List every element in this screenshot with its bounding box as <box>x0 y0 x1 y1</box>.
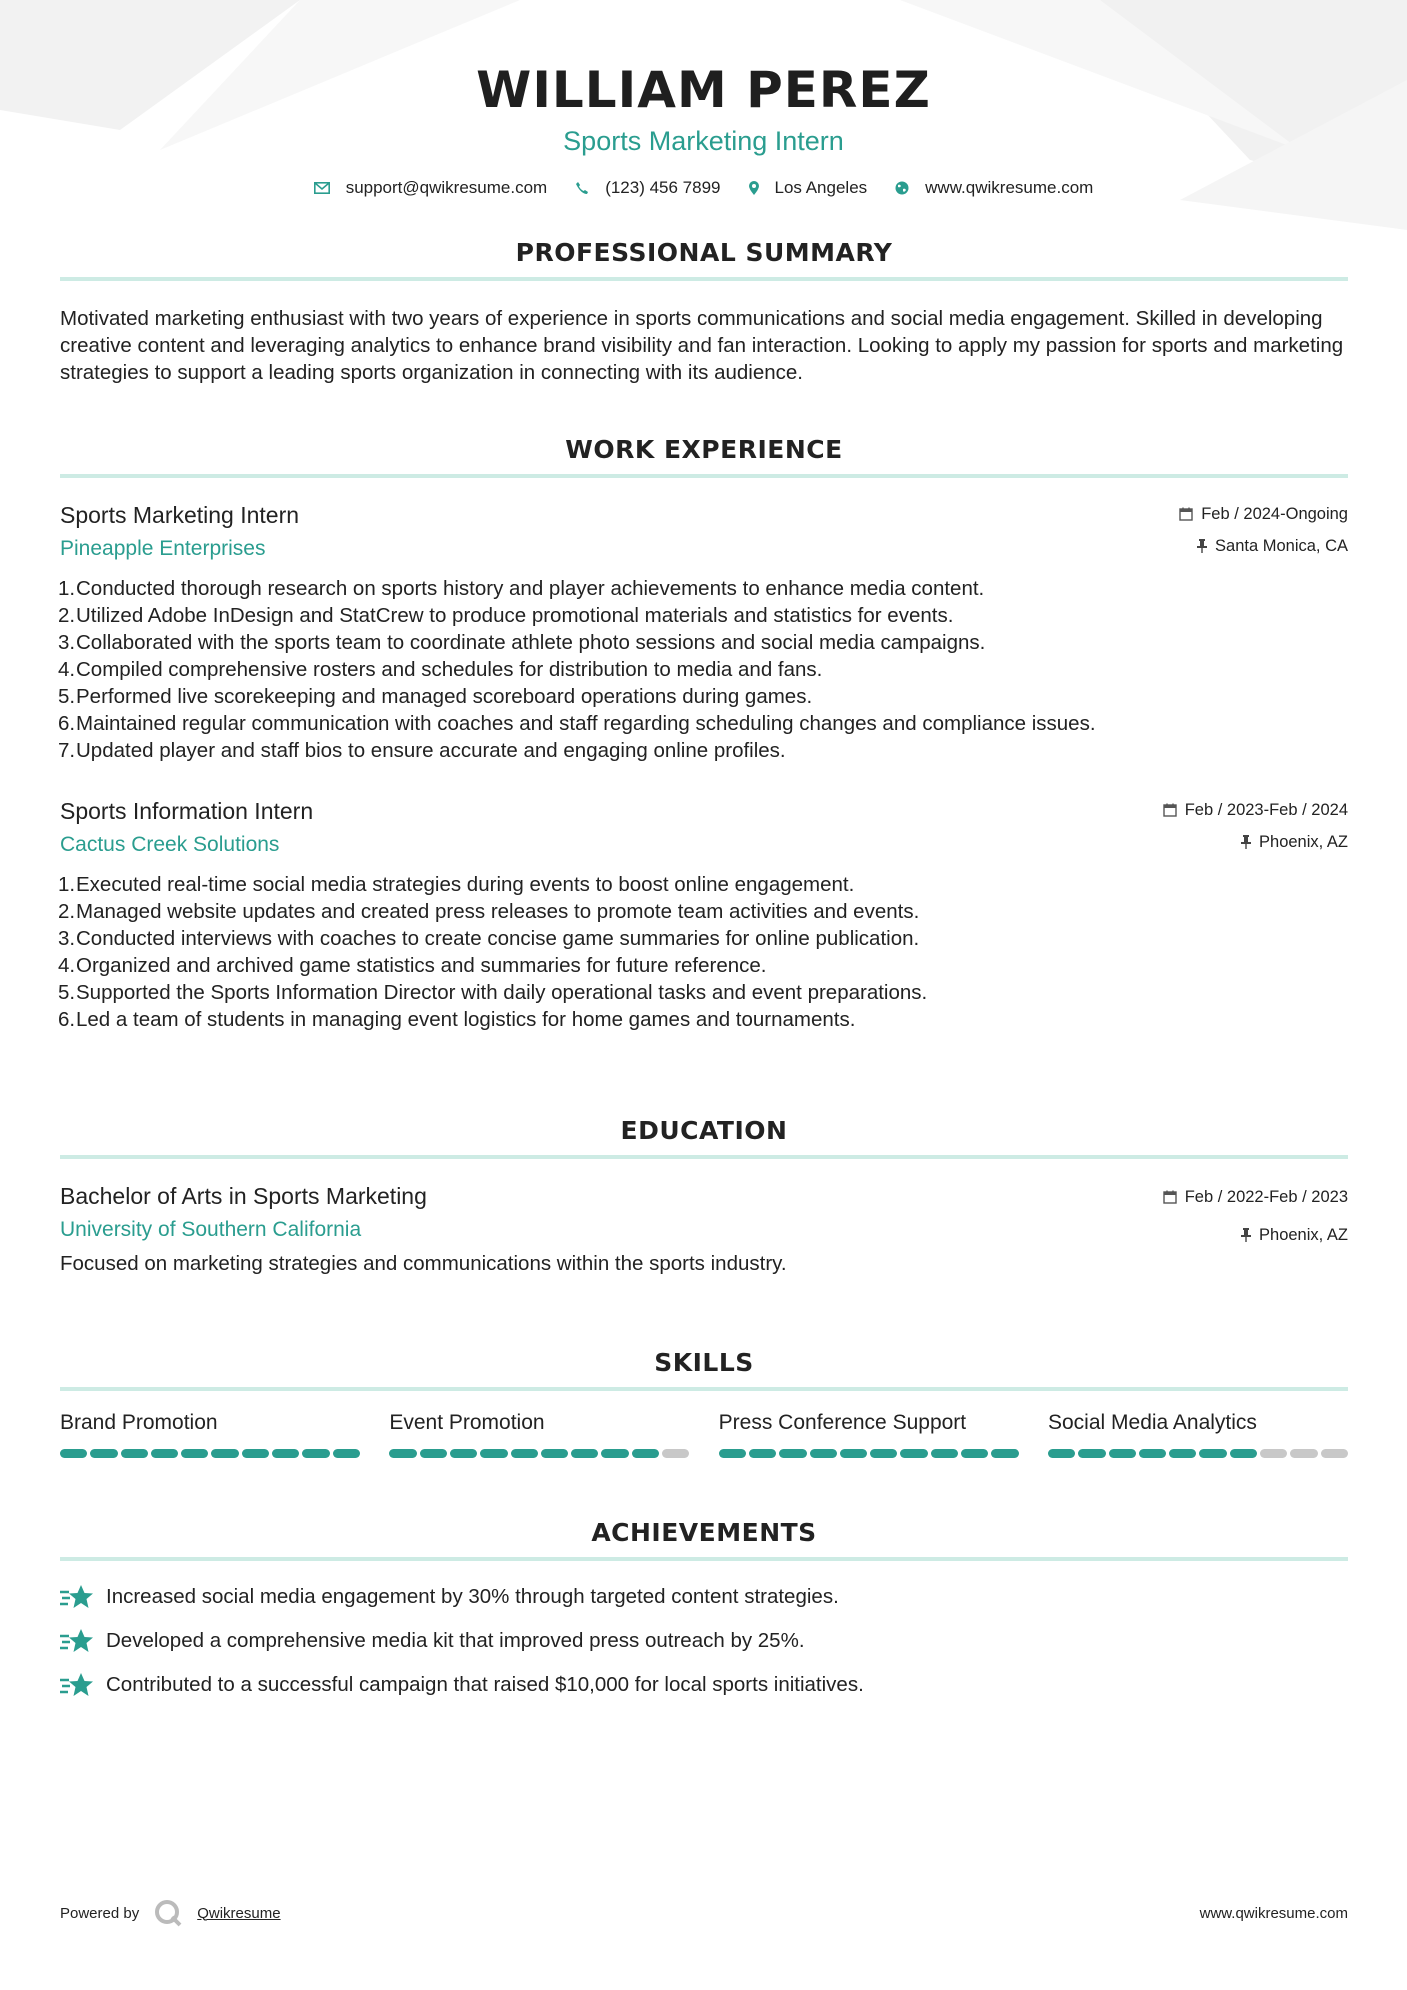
skill-level-segment <box>870 1449 897 1458</box>
skill-level-segment <box>450 1449 477 1458</box>
skill-level-segment <box>1139 1449 1166 1458</box>
skill-level-segment <box>1078 1449 1105 1458</box>
job-title: Sports Marketing Intern <box>60 502 300 528</box>
list-item: 1. Conducted thorough research on sports history and player achievements to enhance media content. <box>58 577 985 600</box>
skill-level-segment <box>931 1449 958 1458</box>
achievement-item <box>60 1583 1348 1611</box>
skill-level-segment <box>480 1449 507 1458</box>
contact-location-text: Los Angeles <box>774 178 868 197</box>
skill-level-segment <box>1321 1449 1348 1458</box>
skill-level-bar <box>719 1449 1019 1458</box>
job-company: Cactus Creek Solutions <box>60 833 280 856</box>
phone-icon <box>575 181 589 195</box>
pushpin-icon <box>1241 1228 1251 1242</box>
calendar-icon <box>1179 507 1193 521</box>
contact-location <box>749 178 868 198</box>
skill-level-segment <box>272 1449 299 1458</box>
pushpin-icon <box>1241 835 1251 849</box>
job-location: Phoenix, AZ <box>1259 832 1348 851</box>
skill-name: Brand Promotion <box>60 1411 218 1434</box>
experience-heading: WORK EXPERIENCE <box>565 435 843 464</box>
map-pin-icon <box>749 181 759 195</box>
skill-level-segment <box>151 1449 178 1458</box>
job-dates: Feb / 2024-Ongoing <box>1201 504 1348 523</box>
contact-email[interactable] <box>314 178 548 198</box>
list-item: 7. Updated player and staff bios to ensure accurate and engaging online profiles. <box>58 739 786 762</box>
job-company: Pineapple Enterprises <box>60 537 266 560</box>
skill-level-segment <box>1048 1449 1075 1458</box>
list-item: 6. Led a team of students in managing event logistics for home games and tournaments. <box>58 1008 856 1031</box>
contact-bar <box>0 178 1407 198</box>
education-meta <box>1163 1185 1348 1247</box>
summary-text: Motivated marketing enthusiast with two years of experience in sports communications and social media engagement. Skilled in developing creative content and leveraging analytics to enhance brand visibility and fan interaction. Looking to apply my passion for sports and marketing strategies to support a leading sports organization in connecting with its audience. <box>60 307 1344 384</box>
star-icon <box>60 1583 94 1611</box>
star-icon <box>60 1627 94 1655</box>
achievement-text: Contributed to a successful campaign that raised $10,000 for local sports initiatives. <box>106 1673 864 1696</box>
job-title: Sports Information Intern <box>60 798 314 824</box>
skill-level-segment <box>900 1449 927 1458</box>
job-duties <box>60 871 1348 1033</box>
skill-level-segment <box>632 1449 659 1458</box>
achievement-item <box>60 1627 1348 1655</box>
powered-by-label: Powered by <box>60 1904 140 1922</box>
skill-level-segment <box>541 1449 568 1458</box>
skill-level-segment <box>1169 1449 1196 1458</box>
list-item: 3. Collaborated with the sports team to coordinate athlete photo sessions and social media campaigns. <box>58 631 986 654</box>
skill-level-segment <box>601 1449 628 1458</box>
education-dates: Feb / 2022-Feb / 2023 <box>1184 1187 1348 1206</box>
resume-header <box>0 0 1407 198</box>
section-divider <box>60 277 1348 281</box>
skill-level-segment <box>961 1449 988 1458</box>
education-section <box>60 1116 1348 1276</box>
job-location: Santa Monica, CA <box>1215 536 1348 555</box>
achievement-item <box>60 1671 1348 1699</box>
list-item: 6. Maintained regular communication with coaches and staff regarding scheduling changes and compliance issues. <box>58 712 1096 735</box>
globe-icon <box>895 181 909 195</box>
skill-level-segment <box>211 1449 238 1458</box>
pushpin-icon <box>1197 539 1207 553</box>
skill-level-segment <box>60 1449 87 1458</box>
summary-heading: PROFESSIONAL SUMMARY <box>515 238 893 267</box>
achievement-text: Developed a comprehensive media kit that improved press outreach by 25%. <box>106 1629 805 1652</box>
job-entry <box>60 502 1348 764</box>
skill-level-segment <box>242 1449 269 1458</box>
education-description: Focused on marketing strategies and communications within the sports industry. <box>60 1252 787 1275</box>
list-item: 3. Conducted interviews with coaches to create concise game summaries for online publication. <box>58 927 920 950</box>
skill-level-segment <box>1109 1449 1136 1458</box>
skills-section <box>60 1348 1348 1458</box>
qwikresume-logo-icon <box>153 1898 183 1928</box>
job-dates: Feb / 2023-Feb / 2024 <box>1184 800 1348 819</box>
achievements-section <box>60 1518 1348 1715</box>
skill-level-segment <box>719 1449 746 1458</box>
job-entry <box>60 798 1348 1033</box>
education-location: Phoenix, AZ <box>1259 1225 1348 1244</box>
candidate-role: Sports Marketing Intern <box>563 126 844 156</box>
powered-by <box>60 1898 281 1928</box>
achievements-list <box>60 1583 1348 1699</box>
list-item: 2. Managed website updates and created press releases to promote team activities and events. <box>58 900 920 923</box>
degree-title: Bachelor of Arts in Sports Marketing <box>60 1183 427 1209</box>
skill-level-segment <box>121 1449 148 1458</box>
skill-level-segment <box>181 1449 208 1458</box>
skill-level-segment <box>779 1449 806 1458</box>
section-divider <box>60 1387 1348 1391</box>
skill-level-segment <box>420 1449 447 1458</box>
candidate-name: WILLIAM PEREZ <box>476 61 931 119</box>
skill-level-segment <box>90 1449 117 1458</box>
skill-level-segment <box>810 1449 837 1458</box>
skill-level-segment <box>511 1449 538 1458</box>
list-item: 5. Supported the Sports Information Director with daily operational tasks and event preparations. <box>58 981 928 1004</box>
skill-name: Event Promotion <box>389 1411 545 1434</box>
star-icon <box>60 1671 94 1699</box>
job-meta <box>1163 798 1348 854</box>
skill-item <box>719 1411 1019 1458</box>
skill-level-segment <box>389 1449 416 1458</box>
school-name: University of Southern California <box>60 1218 362 1241</box>
skill-level-segment <box>840 1449 867 1458</box>
contact-phone-text: (123) 456 7899 <box>605 178 721 197</box>
skill-level-segment <box>333 1449 360 1458</box>
skill-level-segment <box>991 1449 1018 1458</box>
achievements-heading: ACHIEVEMENTS <box>591 1518 817 1547</box>
list-item: 2. Utilized Adobe InDesign and StatCrew to produce promotional materials and statistics for events. <box>58 604 954 627</box>
contact-email-text: support@qwikresume.com <box>345 178 548 197</box>
summary-section <box>60 238 1348 386</box>
education-entry <box>60 1183 1348 1276</box>
skills-heading: SKILLS <box>654 1348 754 1377</box>
job-meta <box>1179 502 1348 558</box>
section-divider <box>60 1557 1348 1561</box>
experience-section <box>60 435 1348 1033</box>
skill-item <box>60 1411 360 1458</box>
list-item: 4. Compiled comprehensive rosters and schedules for distribution to media and fans. <box>58 658 823 681</box>
skill-level-bar <box>1048 1449 1348 1458</box>
calendar-icon <box>1163 803 1177 817</box>
skill-level-segment <box>302 1449 329 1458</box>
calendar-icon <box>1163 1190 1177 1204</box>
envelope-icon <box>314 182 330 194</box>
list-item: 5. Performed live scorekeeping and managed scoreboard operations during games. <box>58 685 813 708</box>
skill-level-segment <box>749 1449 776 1458</box>
skill-name: Press Conference Support <box>718 1411 967 1434</box>
job-duties <box>60 575 1348 764</box>
skill-level-segment <box>1230 1449 1257 1458</box>
footer-website[interactable]: www.qwikresume.com <box>1199 1904 1348 1922</box>
skill-level-segment <box>662 1449 689 1458</box>
skills-list <box>60 1411 1348 1458</box>
section-divider <box>60 474 1348 478</box>
list-item: 1. Executed real-time social media strategies during events to boost online engagement. <box>58 873 855 896</box>
page-footer <box>60 1898 1348 1928</box>
list-item: 4. Organized and archived game statistics and summaries for future reference. <box>58 954 767 977</box>
skill-level-segment <box>1290 1449 1317 1458</box>
skill-level-bar <box>60 1449 360 1458</box>
qwikresume-link[interactable]: Qwikresume <box>197 1904 281 1922</box>
contact-website[interactable] <box>895 178 1093 198</box>
education-heading: EDUCATION <box>620 1116 788 1145</box>
skill-name: Social Media Analytics <box>1047 1411 1257 1434</box>
contact-website-text: www.qwikresume.com <box>925 178 1094 197</box>
achievement-text: Increased social media engagement by 30% through targeted content strategies. <box>106 1585 839 1608</box>
skill-level-segment <box>1199 1449 1226 1458</box>
skill-level-segment <box>1260 1449 1287 1458</box>
section-divider <box>60 1155 1348 1159</box>
skill-item <box>1048 1411 1348 1458</box>
contact-phone[interactable] <box>575 178 720 198</box>
skill-level-bar <box>389 1449 689 1458</box>
skill-item <box>389 1411 689 1458</box>
skill-level-segment <box>571 1449 598 1458</box>
